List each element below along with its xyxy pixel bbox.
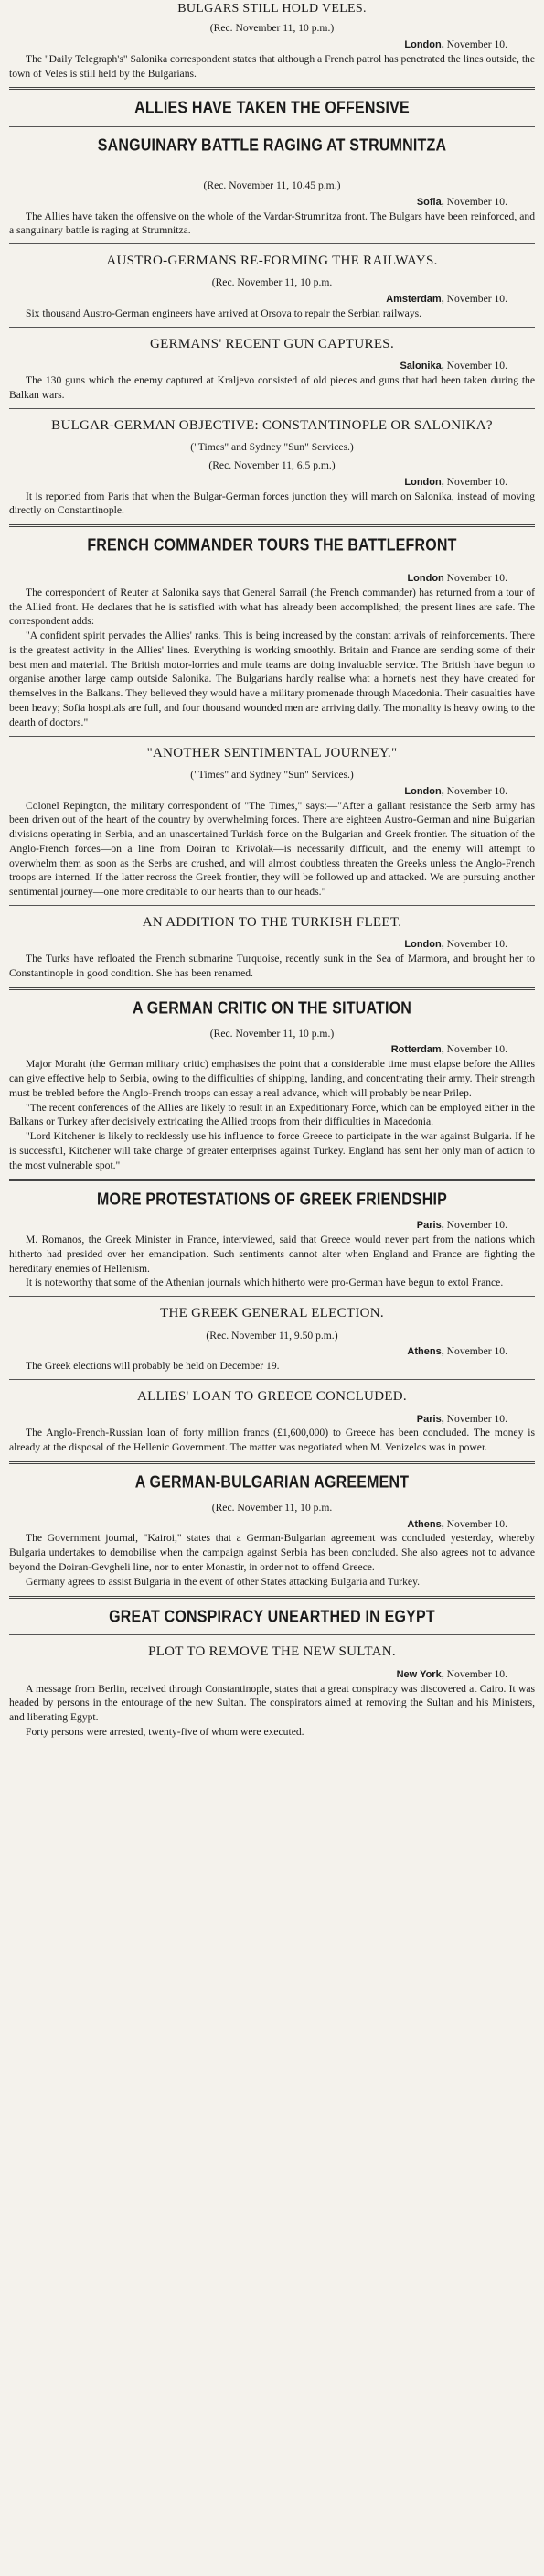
paragraph: The Greek elections will probably be held on December 19. (26, 1360, 280, 1373)
headline: A GERMAN CRITIC ON THE SITUATION (132, 999, 412, 1019)
divider (9, 1379, 535, 1380)
dateline-place: London, (404, 38, 444, 50)
dateline-date: November 10. (446, 1517, 507, 1530)
article-sentimental-journey (9, 744, 535, 900)
paragraph: Six thousand Austro-German engineers have arrived at Orsova to repair the Serbian railways. (26, 307, 422, 320)
dateline-place: Sofia, (416, 196, 444, 208)
headline: THE GREEK GENERAL ELECTION. (159, 1306, 384, 1321)
dateline-date: November 10. (446, 475, 507, 488)
paragraph: "A confident spirit pervades the Allies' ranks. This is being increased by the constant arrivals of reinforcements. There is the greatest activity in the Allies' lines. Everything is working smoothly. Britain and France are sending some of their best men and material. The British motor-lorries and mule teams are doing invaluable service. The British have begun to organise another large camp outside Salonika. The Bulgarians hardly realise what a hornet's nest they have created for themselves in the Balkans. They believed they would have a military promenade through Macedonia. Their casualties have been heavy; Sofia hospitals are full, and four thousand wounded men are arriving daily. The mortality is heavy owing to the dearth of doctors." (9, 630, 535, 728)
paragraph: "Lord Kitchener is likely to recklessly use his influence to force Greece to participate in the war against Bulgaria. If he is successful, Kitchener will take charge of greater enterprises against Turkey. England has sent her only man of action to the most vulnerable spot." (9, 1130, 535, 1171)
dateline (9, 784, 507, 799)
headline: ALLIES HAVE TAKEN THE OFFENSIVE (134, 99, 410, 118)
paragraph: "The recent conferences of the Allies are likely to result in an Expeditionary Force, which can be employed either in the Balkans or Turkey after decisively extricating the Allied troops from their difficulties in Macedonia. (9, 1101, 535, 1128)
article-new-sultan (9, 1643, 535, 1739)
article-bulgars-veles (9, 0, 535, 81)
wire-source: ("Times" and Sydney "Sun" Services.) (190, 441, 354, 454)
paragraph: It is noteworthy that some of the Athenian journals which hitherto were pro-German have begun to extol France. (26, 1277, 504, 1289)
received-time: (Rec. November 11, 6.5 p.m.) (208, 458, 336, 471)
divider (9, 1179, 535, 1181)
received-time: (Rec. November 11, 9.50 p.m.) (206, 1329, 338, 1342)
paragraph: The Government journal, "Kairoi," states that a German-Bulgarian agreement was concluded yesterday, whereby Bulgaria undertakes to demobilise when the campaign against Serbia has been concluded. She also agrees not to advance beyond the Doiran-Gevgheli line, nor to enter Monastir, in order not to offend Greece. (9, 1532, 535, 1573)
dateline-date: November 10. (446, 1219, 507, 1232)
dateline-date: November 10. (446, 938, 507, 951)
paragraph: A message from Berlin, received through Constantinople, states that a great conspiracy was discovered at Cairo. It was headed by persons in the entourage of the new Sultan. The conspirators aimed at removing the Sultan and his Ministers, and liberating Egypt. (9, 1682, 535, 1724)
dateline-date: November 10. (446, 195, 507, 208)
paragraph: Germany agrees to assist Bulgaria in the event of other States attacking Bulgaria and Turkey. (26, 1575, 421, 1588)
article-turkish-fleet (9, 913, 535, 981)
divider (9, 987, 535, 990)
headline: GREAT CONSPIRACY UNEARTHED IN EGYPT (109, 1608, 435, 1626)
dateline (9, 937, 507, 952)
article-loan-greece (9, 1387, 535, 1455)
divider (9, 1596, 535, 1599)
dateline (9, 571, 507, 586)
paragraph: The Turks have refloated the French submarine Turquoise, recently sunk in the Sea of Marmora, and brought her to Constantinople in good condition. She has been renamed. (9, 953, 535, 980)
dateline (9, 1218, 507, 1233)
headline: AUSTRO-GERMANS RE-FORMING THE RAILWAYS. (106, 253, 438, 269)
divider (9, 1461, 535, 1464)
divider (9, 87, 535, 90)
dateline-place: London, (404, 476, 444, 488)
divider (9, 524, 535, 527)
dateline (9, 1344, 507, 1359)
dateline-place: Athens, (407, 1346, 444, 1358)
headline: SANGUINARY BATTLE RAGING AT STRUMNITZA (97, 136, 447, 156)
dateline-place: Rotterdam, (390, 1044, 444, 1056)
paragraph: It is reported from Paris that when the Bulgar-German forces junction they will march on Salonika, instead of moving directly on Constantinople. (9, 490, 535, 517)
paragraph: Major Moraht (the German military critic) emphasises the point that a considerable time must elapse before the Allies can give effective help to Serbia, owing to the difficulties of shipping, landing, and concentrating their army. Their strength must be trebled before the Anglo-French troops can essay a real advance, which will probably be near Prilep. (9, 1058, 535, 1099)
dateline-date: November 10. (446, 1412, 507, 1425)
dateline-date: November 10. (446, 1667, 507, 1680)
dateline-place: Salonika, (400, 361, 444, 372)
received-time: (Rec. November 11, 10 p.m. (211, 1501, 333, 1514)
dateline-place: Paris, (416, 1220, 444, 1232)
divider (9, 243, 535, 244)
dateline-date: November 10. (446, 360, 507, 372)
headline: AN ADDITION TO THE TURKISH FLEET. (142, 915, 402, 931)
dateline (9, 1042, 507, 1057)
divider (9, 126, 535, 127)
headline: BULGARS STILL HOLD VELES. (177, 2, 367, 16)
article-conspiracy-egypt (9, 1608, 535, 1628)
article-greek-election (9, 1304, 535, 1374)
headline: BULGAR-GERMAN OBJECTIVE: CONSTANTINOPLE OR SALONIKA? (51, 417, 493, 433)
headline: "ANOTHER SENTIMENTAL JOURNEY." (146, 745, 398, 760)
dateline-date: November 10. (446, 784, 507, 797)
paragraph: The "Daily Telegraph's" Salonika correspondent states that although a French patrol has penetrated the lines outside, the town of Veles is still held by the Bulgarians. (9, 52, 535, 80)
headline: PLOT TO REMOVE THE NEW SULTAN. (148, 1644, 396, 1660)
paragraph: M. Romanos, the Greek Minister in France, interviewed, said that Greece would never part from the nations which hitherto had presided over her emancipation. Such sentiments cannot alter when England and France are fighting the hereditary enemies of Hellenism. (9, 1234, 535, 1275)
divider (9, 327, 535, 328)
divider (9, 1296, 535, 1297)
paragraph: Colonel Repington, the military correspondent of "The Times," says:—"After a gallant resistance the Serb army has been driven out of the heart of the country by overwhelming forces. There are eighteen Austro-German and nine Bulgarian divisions operating in Serbia, and an unascertained Turkish force on the Bulgarian and Greek frontier. The situation of the Anglo-French forces—on a line from Doiran to Krivolak—is necessarily difficult, and the enemy will attempt to overwhelm them as soon as the Serbs are crushed, and will almost doubtless threaten the Greeks unless the Anglo-French troops are interned. If the latter recross the Greek frontier, they will be followed up and attacked. We are pursuing another sentimental journey—one more creditable to our hearts than to our heads." (9, 799, 535, 899)
dateline-date: November 10. (446, 293, 507, 306)
headline: GERMANS' RECENT GUN CAPTURES. (150, 336, 394, 351)
paragraph: The Anglo-French-Russian loan of forty million francs (£1,600,000) to Greece has been concluded. The money is already at the disposal of the Hellenic Government. The matter was negotiated when M. Venizelos was in power. (9, 1427, 535, 1454)
wire-source: ("Times" and Sydney "Sun" Services.) (190, 768, 354, 781)
dateline (9, 1667, 507, 1682)
dateline-place: London, (404, 939, 444, 951)
dateline-date: November 10. (446, 1345, 507, 1358)
article-greek-friendship (9, 1191, 535, 1290)
headline: MORE PROTESTATIONS OF GREEK FRIENDSHIP (96, 1191, 448, 1210)
divider (9, 905, 535, 906)
dateline-place: Paris, (416, 1413, 444, 1425)
article-objective (9, 416, 535, 518)
headline: A GERMAN-BULGARIAN AGREEMENT (134, 1473, 410, 1493)
dateline-date: November 10. (446, 571, 507, 584)
article-allies-offensive (9, 99, 535, 119)
article-german-critic (9, 999, 535, 1173)
received-time: (Rec. November 11, 10.45 p.m.) (203, 178, 341, 191)
received-time: (Rec. November 11, 10 p.m. (211, 276, 333, 289)
newspaper-page (9, 0, 535, 1740)
dateline (9, 195, 507, 210)
received-time: (Rec. November 11, 10 p.m.) (209, 1027, 335, 1040)
received-time: (Rec. November 11, 10 p.m.) (209, 22, 335, 35)
dateline-place: New York, (396, 1668, 444, 1680)
divider (9, 1634, 535, 1635)
dateline-place: Athens, (407, 1518, 444, 1530)
divider (9, 736, 535, 737)
article-german-bulgarian-agreement (9, 1473, 535, 1590)
paragraph: Forty persons were arrested, twenty-five of whom were executed. (26, 1725, 304, 1738)
dateline (9, 292, 507, 307)
article-gun-captures (9, 335, 535, 403)
article-railways (9, 252, 535, 321)
dateline-date: November 10. (446, 38, 507, 50)
headline: FRENCH COMMANDER TOURS THE BATTLEFRONT (87, 536, 457, 555)
dateline (9, 359, 507, 373)
article-strumnitza (9, 136, 535, 238)
article-french-commander (9, 536, 535, 729)
dateline-place: Amsterdam, (386, 294, 444, 306)
headline: ALLIES' LOAN TO GREECE CONCLUDED. (137, 1389, 407, 1405)
dateline (9, 1412, 507, 1427)
paragraph: The 130 guns which the enemy captured at Kraljevo consisted of old pieces and guns that had been taken during the Balkan wars. (9, 374, 535, 402)
paragraph: The correspondent of Reuter at Salonika says that General Sarrail (the French commander) has returned from a tour of the Allied front. He declares that he is satisfied with what has already been accomplished; the present lines are safe. The correspondent adds: (9, 586, 535, 628)
dateline (9, 475, 507, 490)
dateline (9, 38, 507, 52)
divider (9, 408, 535, 409)
dateline-place: London, (404, 785, 444, 797)
dateline-place: London (407, 572, 444, 584)
dateline (9, 1517, 507, 1532)
dateline-date: November 10. (446, 1043, 507, 1056)
paragraph: The Allies have taken the offensive on the whole of the Vardar-Strumnitza front. The Bulgars have been reinforced, and a sanguinary battle is raging at Strumnitza. (9, 210, 535, 237)
